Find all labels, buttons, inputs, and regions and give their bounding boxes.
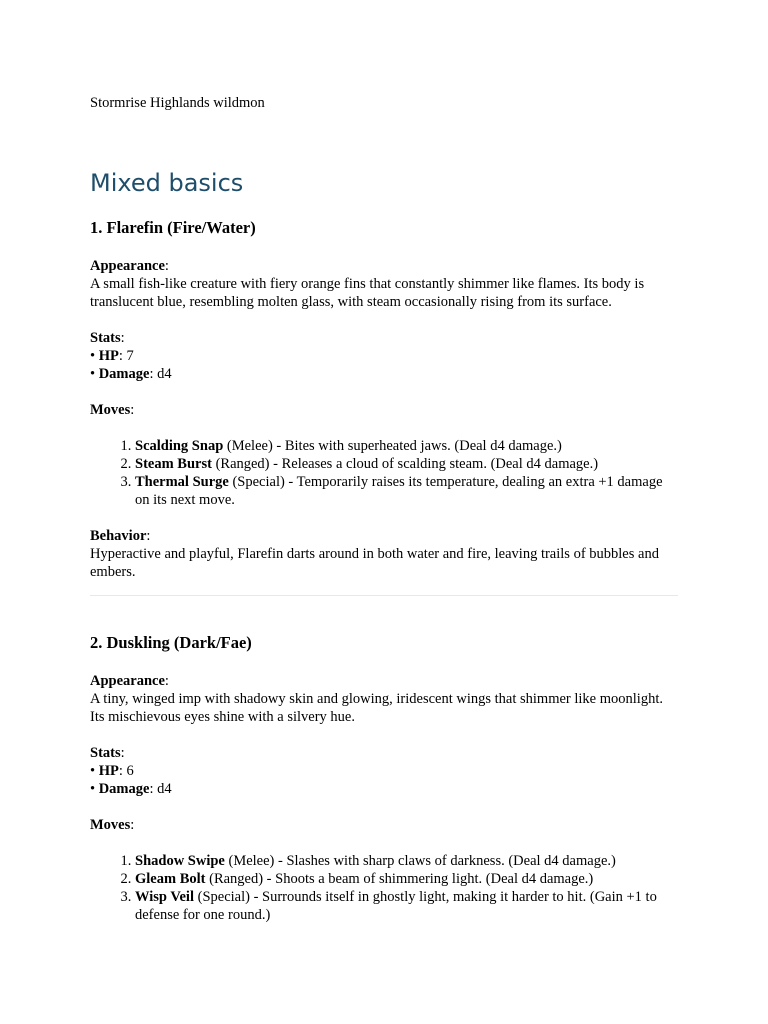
stat-hp: • HP: 6: [90, 763, 134, 779]
appearance-label: Appearance:: [90, 673, 169, 689]
creature-entry-flarefin: [90, 217, 678, 581]
behavior-label: Behavior:: [90, 528, 151, 544]
stat-hp: • HP: 7: [90, 348, 134, 364]
appearance-text: A tiny, winged imp with shadowy skin and glowing, iridescent wings that shimmer like moonlight. Its mischievous eyes shine with a silvery hue.: [90, 691, 663, 725]
moves-label: Moves:: [90, 402, 135, 418]
move-item: 3. Thermal Surge (Special) - Temporarily raises its temperature, dealing an extra +1 damage on its next move.: [135, 473, 678, 509]
document-title: Stormrise Highlands wildmon: [90, 95, 265, 111]
appearance-label: Appearance:: [90, 258, 169, 274]
move-item: 2. Gleam Bolt (Ranged) - Shoots a beam of shimmering light. (Deal d4 damage.): [135, 870, 678, 888]
move-item: 1. Shadow Swipe (Melee) - Slashes with sharp claws of darkness. (Deal d4 damage.): [135, 852, 678, 870]
creature-heading: 1. Flarefin (Fire/Water): [90, 218, 256, 237]
moves-list: [90, 437, 678, 509]
move-item: 3. Wisp Veil (Special) - Surrounds itself in ghostly light, making it harder to hit. (Gain +1 to defense for one round.): [135, 888, 678, 924]
moves-list: [90, 852, 678, 924]
behavior-text: Hyperactive and playful, Flarefin darts around in both water and fire, leaving trails of bubbles and embers.: [90, 546, 659, 580]
appearance-text: A small fish-like creature with fiery orange fins that constantly shimmer like flames. Its body is translucent blue, resembling molten glass, with steam occasionally rising from its surface.: [90, 276, 645, 310]
stats-label: Stats:: [90, 745, 125, 761]
section-heading: Mixed basics: [90, 169, 244, 197]
stat-damage: • Damage: d4: [90, 781, 172, 797]
stat-damage: • Damage: d4: [90, 366, 172, 382]
section-divider: [90, 595, 678, 596]
creature-heading: 2. Duskling (Dark/Fae): [90, 633, 252, 652]
move-item: 1. Scalding Snap (Melee) - Bites with superheated jaws. (Deal d4 damage.): [135, 437, 678, 455]
stats-label: Stats:: [90, 330, 125, 346]
move-item: 2. Steam Burst (Ranged) - Releases a cloud of scalding steam. (Deal d4 damage.): [135, 455, 678, 473]
creature-entry-duskling: [90, 632, 678, 924]
moves-label: Moves:: [90, 817, 135, 833]
